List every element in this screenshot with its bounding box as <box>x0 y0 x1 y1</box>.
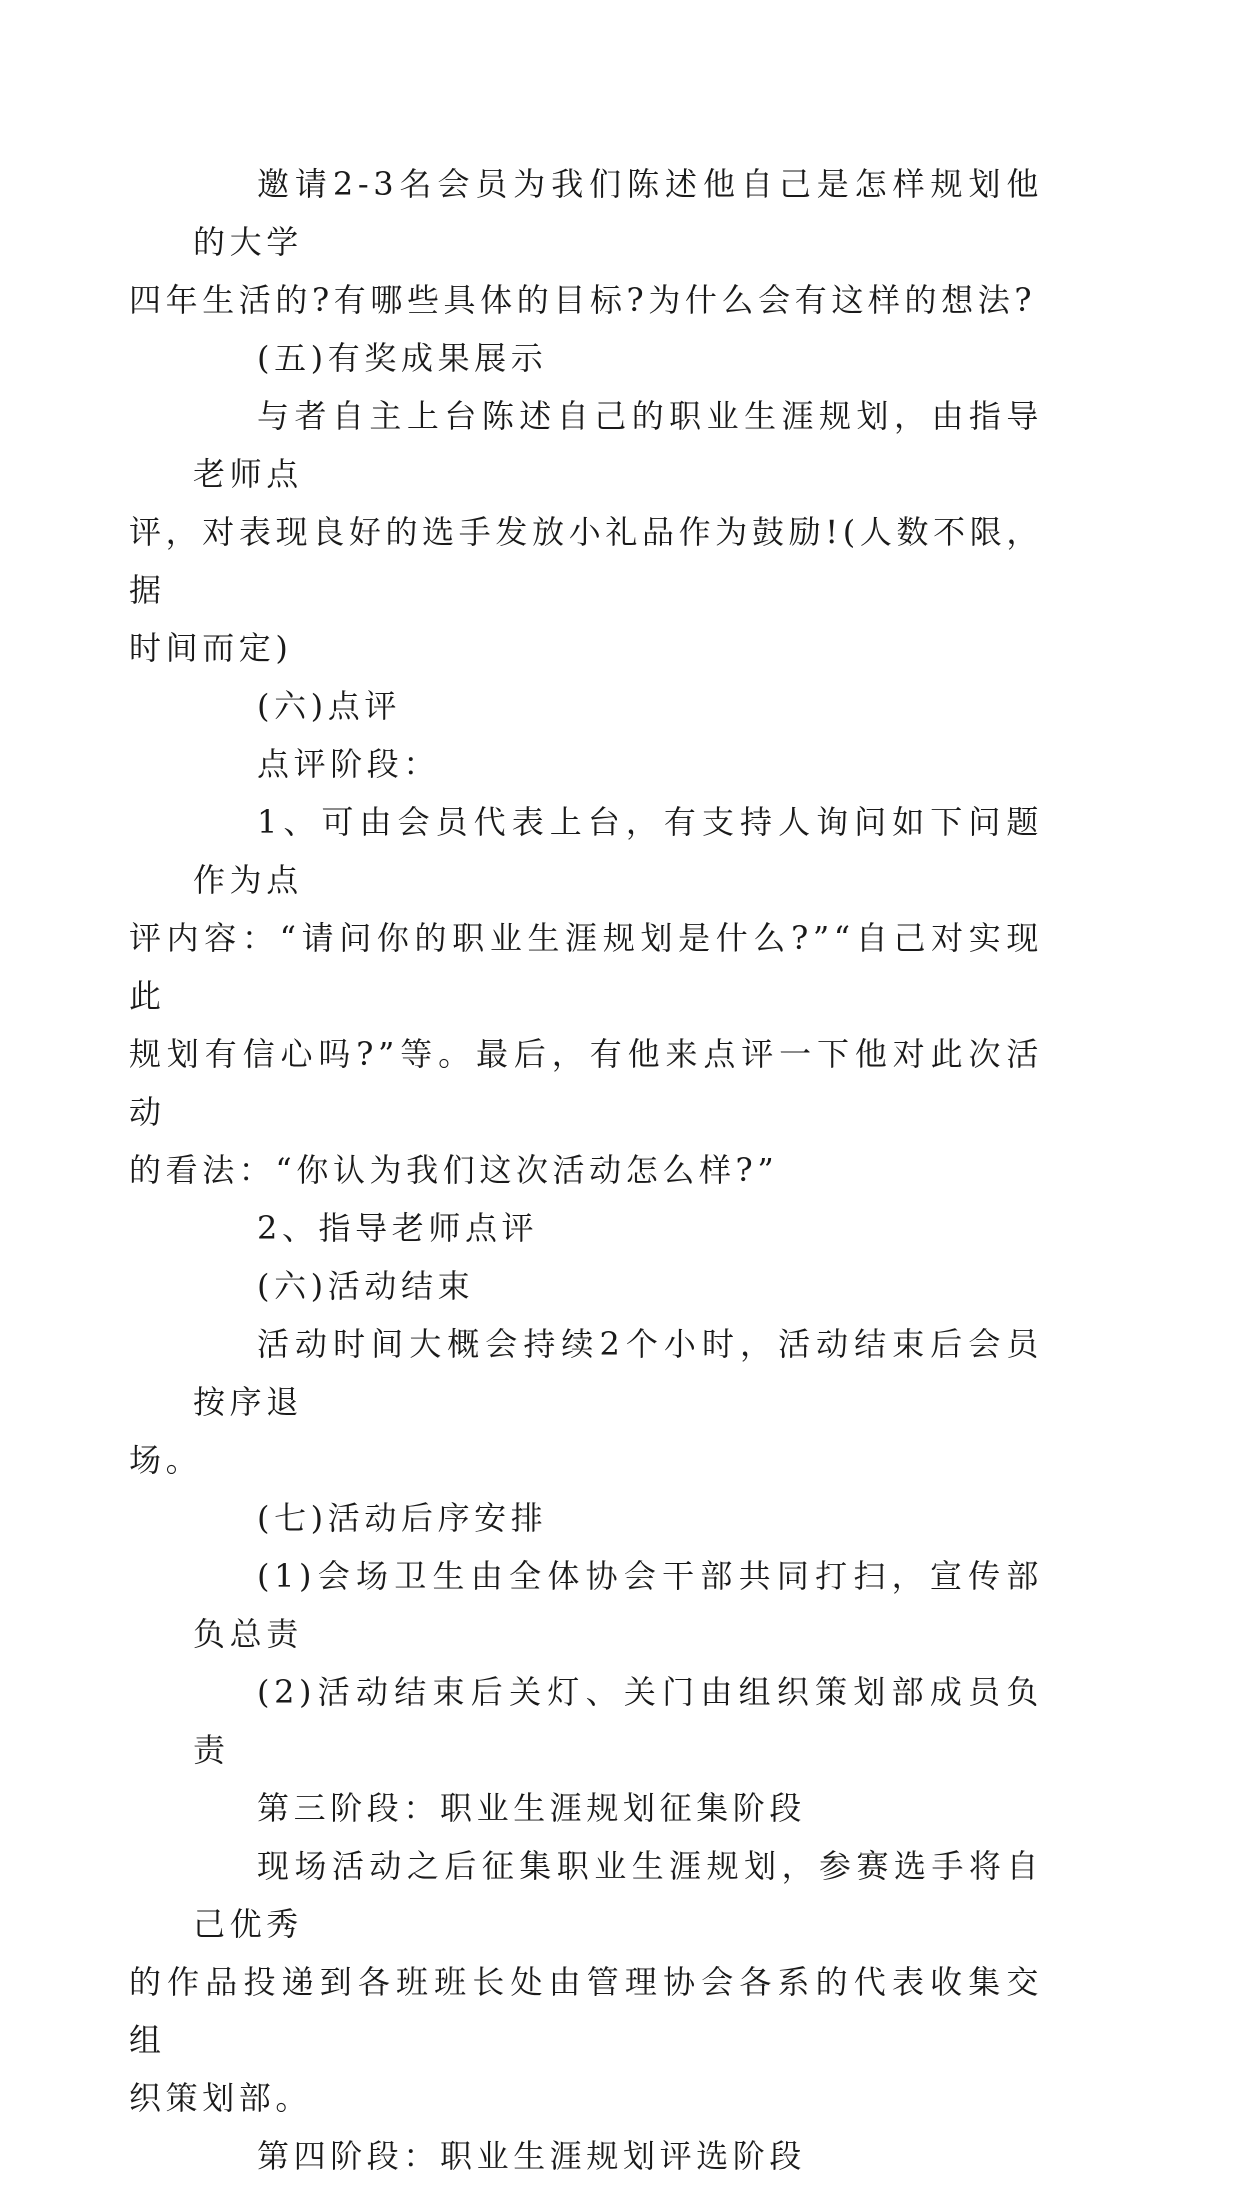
text-line: 点评阶段： <box>257 745 441 783</box>
text-line: 邀请2-3名会员为我们陈述他自己是怎样规划他的大学 <box>193 165 1043 261</box>
text-line: (2)活动结束后关灯、关门由组织策划部成员负责 <box>193 1673 1043 1769</box>
text-line: 的作品投递到各班班长处由管理协会各系的代表收集交组 <box>129 1963 1043 2059</box>
text-line: 2、指导老师点评 <box>257 1209 539 1247</box>
text-line: 评内容：“请问你的职业生涯规划是什么?”“自己对实现此 <box>129 919 1043 1015</box>
paragraph <box>129 793 1043 1199</box>
text-line: (六)活动结束 <box>257 1267 475 1305</box>
text-line: 与者自主上台陈述自己的职业生涯规划，由指导老师点 <box>193 397 1043 493</box>
paragraph <box>193 1199 1043 1257</box>
paragraph <box>129 1837 1043 2127</box>
text-line: (1)会场卫生由全体协会干部共同打扫，宣传部负总责 <box>193 1557 1043 1653</box>
list-item <box>193 1547 1043 1663</box>
text-line: 第三阶段：职业生涯规划征集阶段 <box>257 1789 807 1827</box>
list-item <box>193 1663 1043 1779</box>
document-body <box>129 155 1043 2185</box>
paragraph <box>129 1315 1043 1489</box>
text-line: 的看法：“你认为我们这次活动怎么样?” <box>129 1151 779 1189</box>
text-line: (七)活动后序安排 <box>257 1499 548 1537</box>
text-line: 时间而定) <box>129 629 293 667</box>
section-heading <box>193 677 1043 735</box>
section-heading <box>193 1779 1043 1837</box>
text-line: 现场活动之后征集职业生涯规划，参赛选手将自己优秀 <box>193 1847 1043 1943</box>
paragraph <box>129 387 1043 677</box>
text-line: 活动时间大概会持续2个小时，活动结束后会员按序退 <box>193 1325 1043 1421</box>
text-line: 织策划部。 <box>129 2079 313 2117</box>
text-line: 规划有信心吗?”等。最后，有他来点评一下他对此次活动 <box>129 1035 1043 1131</box>
paragraph <box>129 155 1043 329</box>
text-line: 场。 <box>129 1441 203 1479</box>
text-line: (六)点评 <box>257 687 401 725</box>
text-line: 评，对表现良好的选手发放小礼品作为鼓励!(人数不限，据 <box>129 513 1043 609</box>
text-line: 四年生活的?有哪些具体的目标?为什么会有这样的想法? <box>129 281 1037 319</box>
text-line: 1、可由会员代表上台，有支持人询问如下问题作为点 <box>193 803 1043 899</box>
section-heading <box>193 329 1043 387</box>
section-heading <box>193 1257 1043 1315</box>
section-heading <box>193 2127 1043 2185</box>
paragraph <box>193 735 1043 793</box>
text-line: (五)有奖成果展示 <box>257 339 548 377</box>
text-line: 第四阶段：职业生涯规划评选阶段 <box>257 2137 807 2175</box>
section-heading <box>193 1489 1043 1547</box>
